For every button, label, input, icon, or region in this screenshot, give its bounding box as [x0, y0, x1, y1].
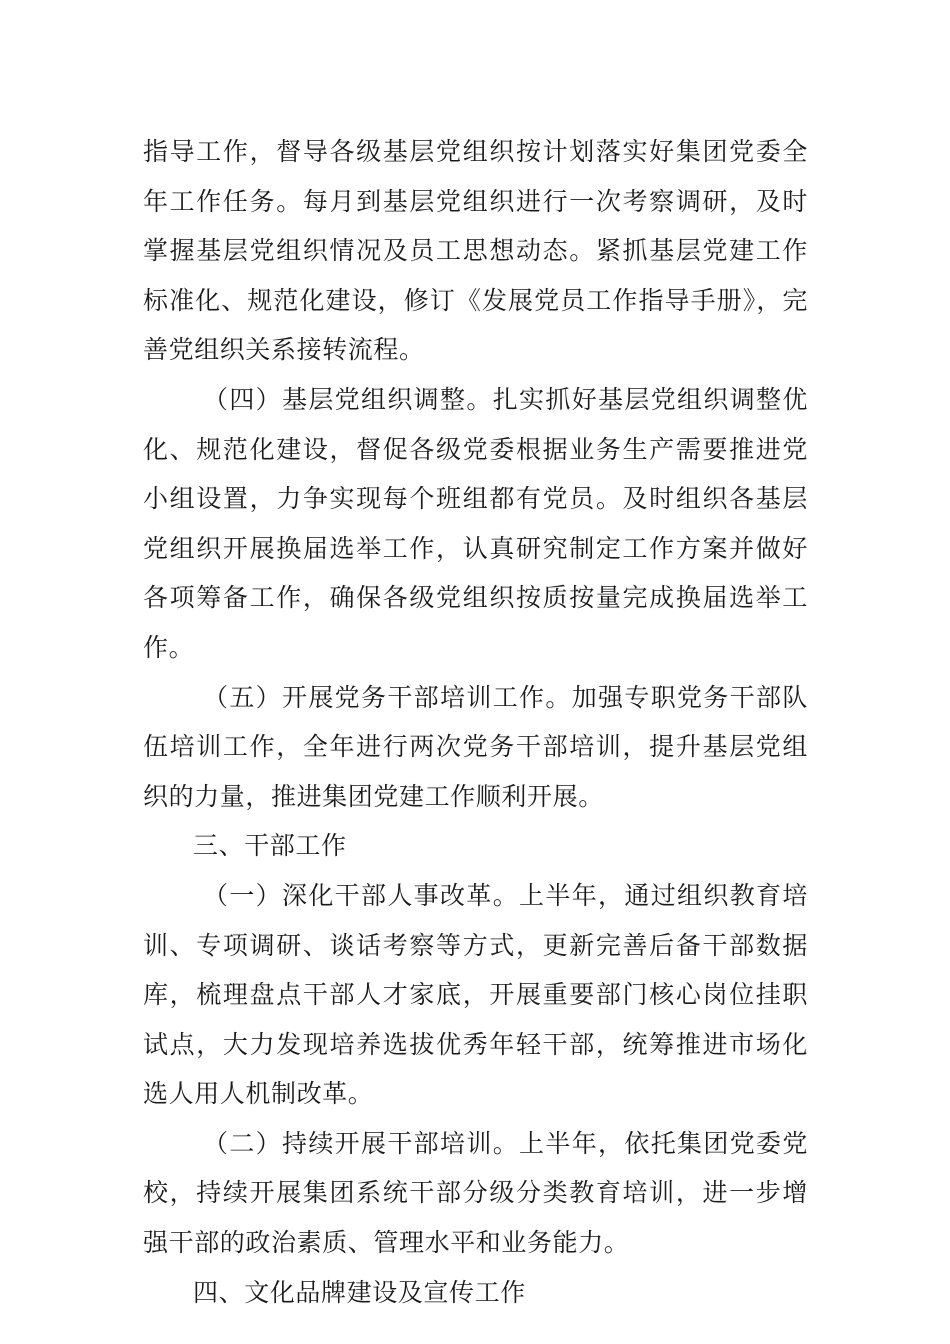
section-three-heading: 三、干部工作	[193, 831, 347, 861]
document-body	[143, 127, 808, 1317]
section-three-item-two-paragraph: （二）持续开展干部培训。上半年，依托集团党委党校，持续开展集团系统干部分级分类教育培训，进一步增强干部的政治素质、管理水平和业务能力。	[143, 1128, 808, 1258]
section-four-heading: 四、文化品牌建设及宣传工作	[193, 1277, 526, 1307]
item-four-paragraph: （四）基层党组织调整。扎实抓好基层党组织调整优化、规范化建设，督促各级党委根据业务生产需要推进党小组设置，力争实现每个班组都有党员。及时组织各基层党组织开展换届选举工作，认真研究制定工作方案并做好各项筹备工作，确保各级党组织按质按量完成换届选举工作。	[143, 384, 808, 662]
item-five-paragraph: （五）开展党务干部培训工作。加强专职党务干部队伍培训工作，全年进行两次党务干部培训，提升基层党组织的力量，推进集团党建工作顺利开展。	[143, 682, 808, 811]
continuation-paragraph: 指导工作，督导各级基层党组织按计划落实好集团党委全年工作任务。每月到基层党组织进行一次考察调研，及时掌握基层党组织情况及员工思想动态。紧抓基层党建工作标准化、规范化建设，修订《发展党员工作指导手册》，完善党组织关系接转流程。	[143, 137, 808, 365]
section-three-item-one-paragraph: （一）深化干部人事改革。上半年，通过组织教育培训、专项调研、谈话考察等方式，更新完善后备干部数据库，梳理盘点干部人才家底，开展重要部门核心岗位挂职试点，大力发现培养选拔优秀年轻干部，统筹推进市场化选人用人机制改革。	[143, 880, 808, 1109]
